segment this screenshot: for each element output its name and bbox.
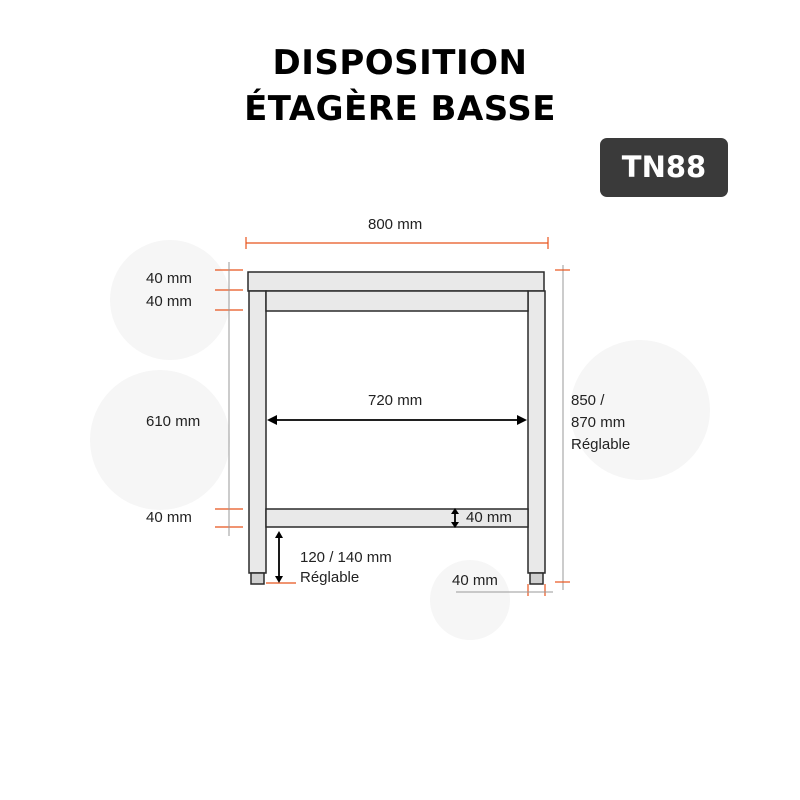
label-total-height-1: 850 / [571, 392, 605, 409]
label-shelf-height: 40 mm [146, 509, 192, 526]
label-foot-height-2: Réglable [300, 569, 360, 586]
label-foot-height-1: 120 / 140 mm [300, 549, 392, 566]
model-badge: TN88 [600, 138, 728, 197]
right-foot [530, 573, 543, 584]
label-leg-width: 40 mm [452, 572, 498, 589]
label-total-height-3: Réglable [571, 436, 631, 453]
left-leg [249, 291, 266, 573]
label-top-thickness: 40 mm [146, 270, 192, 287]
left-foot [251, 573, 264, 584]
label-total-width: 800 mm [368, 216, 423, 233]
label-shelf-thickness: 40 mm [466, 509, 512, 526]
label-apron-height: 40 mm [146, 293, 192, 310]
label-inner-height: 610 mm [146, 413, 201, 430]
label-inner-width: 720 mm [368, 392, 423, 409]
title-line-1: DISPOSITION [272, 43, 528, 83]
title-line-2: ÉTAGÈRE BASSE [244, 89, 556, 129]
table-structure [248, 272, 545, 584]
label-total-height-2: 870 mm [571, 414, 626, 431]
right-leg [528, 291, 545, 573]
apron [266, 291, 528, 311]
table-top [248, 272, 544, 291]
